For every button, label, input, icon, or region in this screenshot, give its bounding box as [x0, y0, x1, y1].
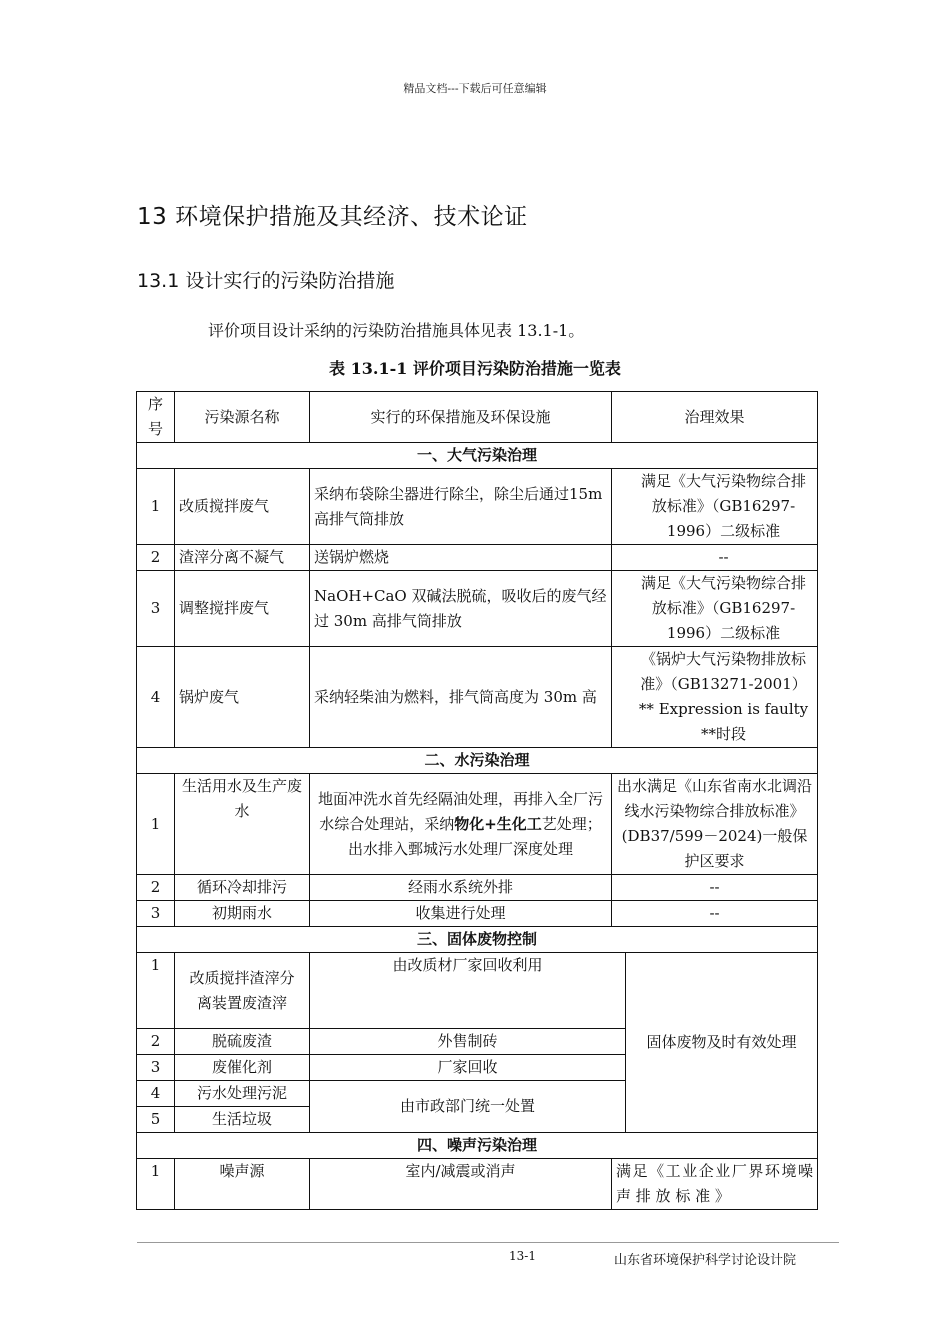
row-measure: NaOH+CaO 双碱法脱硫，吸收后的废气经过 30m 高排气筒排放 [310, 571, 612, 647]
table-header-row [137, 392, 818, 443]
row-no: 3 [137, 571, 175, 647]
section-title: 二、水污染治理 [137, 748, 818, 774]
table-row [137, 953, 818, 1029]
row-effect: 满足《大气污染物综合排放标准》（GB16297-1996）二级标准 [612, 469, 818, 545]
footer-organization: 山东省环境保护科学讨论设计院 [614, 1253, 797, 1268]
row-effect: 《锅炉大气污染物排放标准》（GB13271-2001）** Expression is faulty **时段 [612, 647, 818, 748]
row-effect: -- [612, 875, 818, 901]
section-title: 三、固体废物控制 [137, 927, 818, 953]
row-measure: 采纳布袋除尘器进行除尘，除尘后通过15m 高排气筒排放 [310, 469, 612, 545]
intro-paragraph: 评价项目设计采纳的污染防治措施具体见表 13.1-1。 [208, 321, 585, 340]
row-source: 初期雨水 [175, 901, 310, 927]
table-row [137, 901, 818, 927]
header-measure: 实行的环保措施及环保设施 [310, 392, 612, 443]
row-measure: 采纳轻柴油为燃料，排气筒高度为 30m 高 [310, 647, 612, 748]
section-heading: 13.1 设计实行的污染防治措施 [137, 270, 395, 292]
row-effect: 出水满足《山东省南水北调沿线水污染物综合排放标准》(DB37/599－2024)一般保护区要求 [612, 774, 818, 875]
row-measure: 外售制砖 [310, 1029, 626, 1055]
row-effect: 满足《大气污染物综合排放标准》（GB16297-1996）二级标准 [612, 571, 818, 647]
row-effect: -- [612, 545, 818, 571]
chapter-heading: 13 环境保护措施及其经济、技术论证 [137, 204, 528, 230]
header-note: 精品文档---下载后可任意编辑 [403, 82, 547, 95]
row-source: 改质搅拌渣滓分离装置废渣滓 [175, 953, 310, 1029]
row-no: 4 [137, 647, 175, 748]
row-effect: 满足《工业企业厂界环境噪 声 排 放 标 准 》 [612, 1159, 818, 1210]
measure-text-a: 地面冲洗水首先经隔油处理，再排入全厂污水综合处理站，采纳 [318, 789, 604, 833]
row-no: 4 [137, 1081, 175, 1107]
header-effect: 治理效果 [612, 392, 818, 443]
table-caption: 表 13.1-1 评价项目污染防治措施一览表 [329, 359, 621, 378]
solid-effect: 固体废物及时有效处理 [626, 953, 818, 1133]
row-effect: -- [612, 901, 818, 927]
pollution-measures-table [136, 391, 818, 1210]
row-measure: 厂家回收 [310, 1055, 626, 1081]
section-row-air [137, 443, 818, 469]
row-source: 锅炉废气 [175, 647, 310, 748]
measure-text-c: 艺处理；出水排入鄄城污水处理厂深度处理 [348, 814, 602, 858]
row-measure: 室内/减震或消声 [310, 1159, 612, 1210]
table-row [137, 571, 818, 647]
row-source: 循环冷却排污 [175, 875, 310, 901]
table-row [137, 545, 818, 571]
header-no: 序号 [137, 392, 175, 443]
row-source: 噪声源 [175, 1159, 310, 1210]
row-no: 2 [137, 1029, 175, 1055]
row-no: 3 [137, 901, 175, 927]
row-source: 生活用水及生产废水 [175, 774, 310, 875]
row-source: 污水处理污泥 [175, 1081, 310, 1107]
row-source: 调整搅拌废气 [175, 571, 310, 647]
table-row [137, 875, 818, 901]
section-row-water [137, 748, 818, 774]
row-source: 生活垃圾 [175, 1107, 310, 1133]
row-measure: 收集进行处理 [310, 901, 612, 927]
row-no: 5 [137, 1107, 175, 1133]
row-measure: 由市政部门统一处置 [310, 1081, 626, 1133]
section-row-noise [137, 1133, 818, 1159]
row-source: 废催化剂 [175, 1055, 310, 1081]
row-source: 改质搅拌废气 [175, 469, 310, 545]
row-no: 1 [137, 774, 175, 875]
row-measure: 由改质材厂家回收利用 [310, 953, 626, 1029]
table-row [137, 1159, 818, 1210]
section-title: 一、大气污染治理 [137, 443, 818, 469]
row-no: 2 [137, 875, 175, 901]
section-row-solid [137, 927, 818, 953]
row-measure [310, 774, 612, 875]
header-source: 污染源名称 [175, 392, 310, 443]
page-number: 13-1 [509, 1249, 536, 1263]
row-source: 脱硫废渣 [175, 1029, 310, 1055]
row-no: 2 [137, 545, 175, 571]
table-row [137, 647, 818, 748]
row-no: 1 [137, 469, 175, 545]
measure-text-bold: 物化+生化工 [454, 814, 542, 833]
table-row [137, 469, 818, 545]
row-measure: 经雨水系统外排 [310, 875, 612, 901]
section-title: 四、噪声污染治理 [137, 1133, 818, 1159]
row-measure: 送锅炉燃烧 [310, 545, 612, 571]
row-no: 3 [137, 1055, 175, 1081]
row-no: 1 [137, 1159, 175, 1210]
row-source: 渣滓分离不凝气 [175, 545, 310, 571]
footer-divider [137, 1242, 839, 1243]
row-no: 1 [137, 953, 175, 1029]
table-row [137, 774, 818, 875]
